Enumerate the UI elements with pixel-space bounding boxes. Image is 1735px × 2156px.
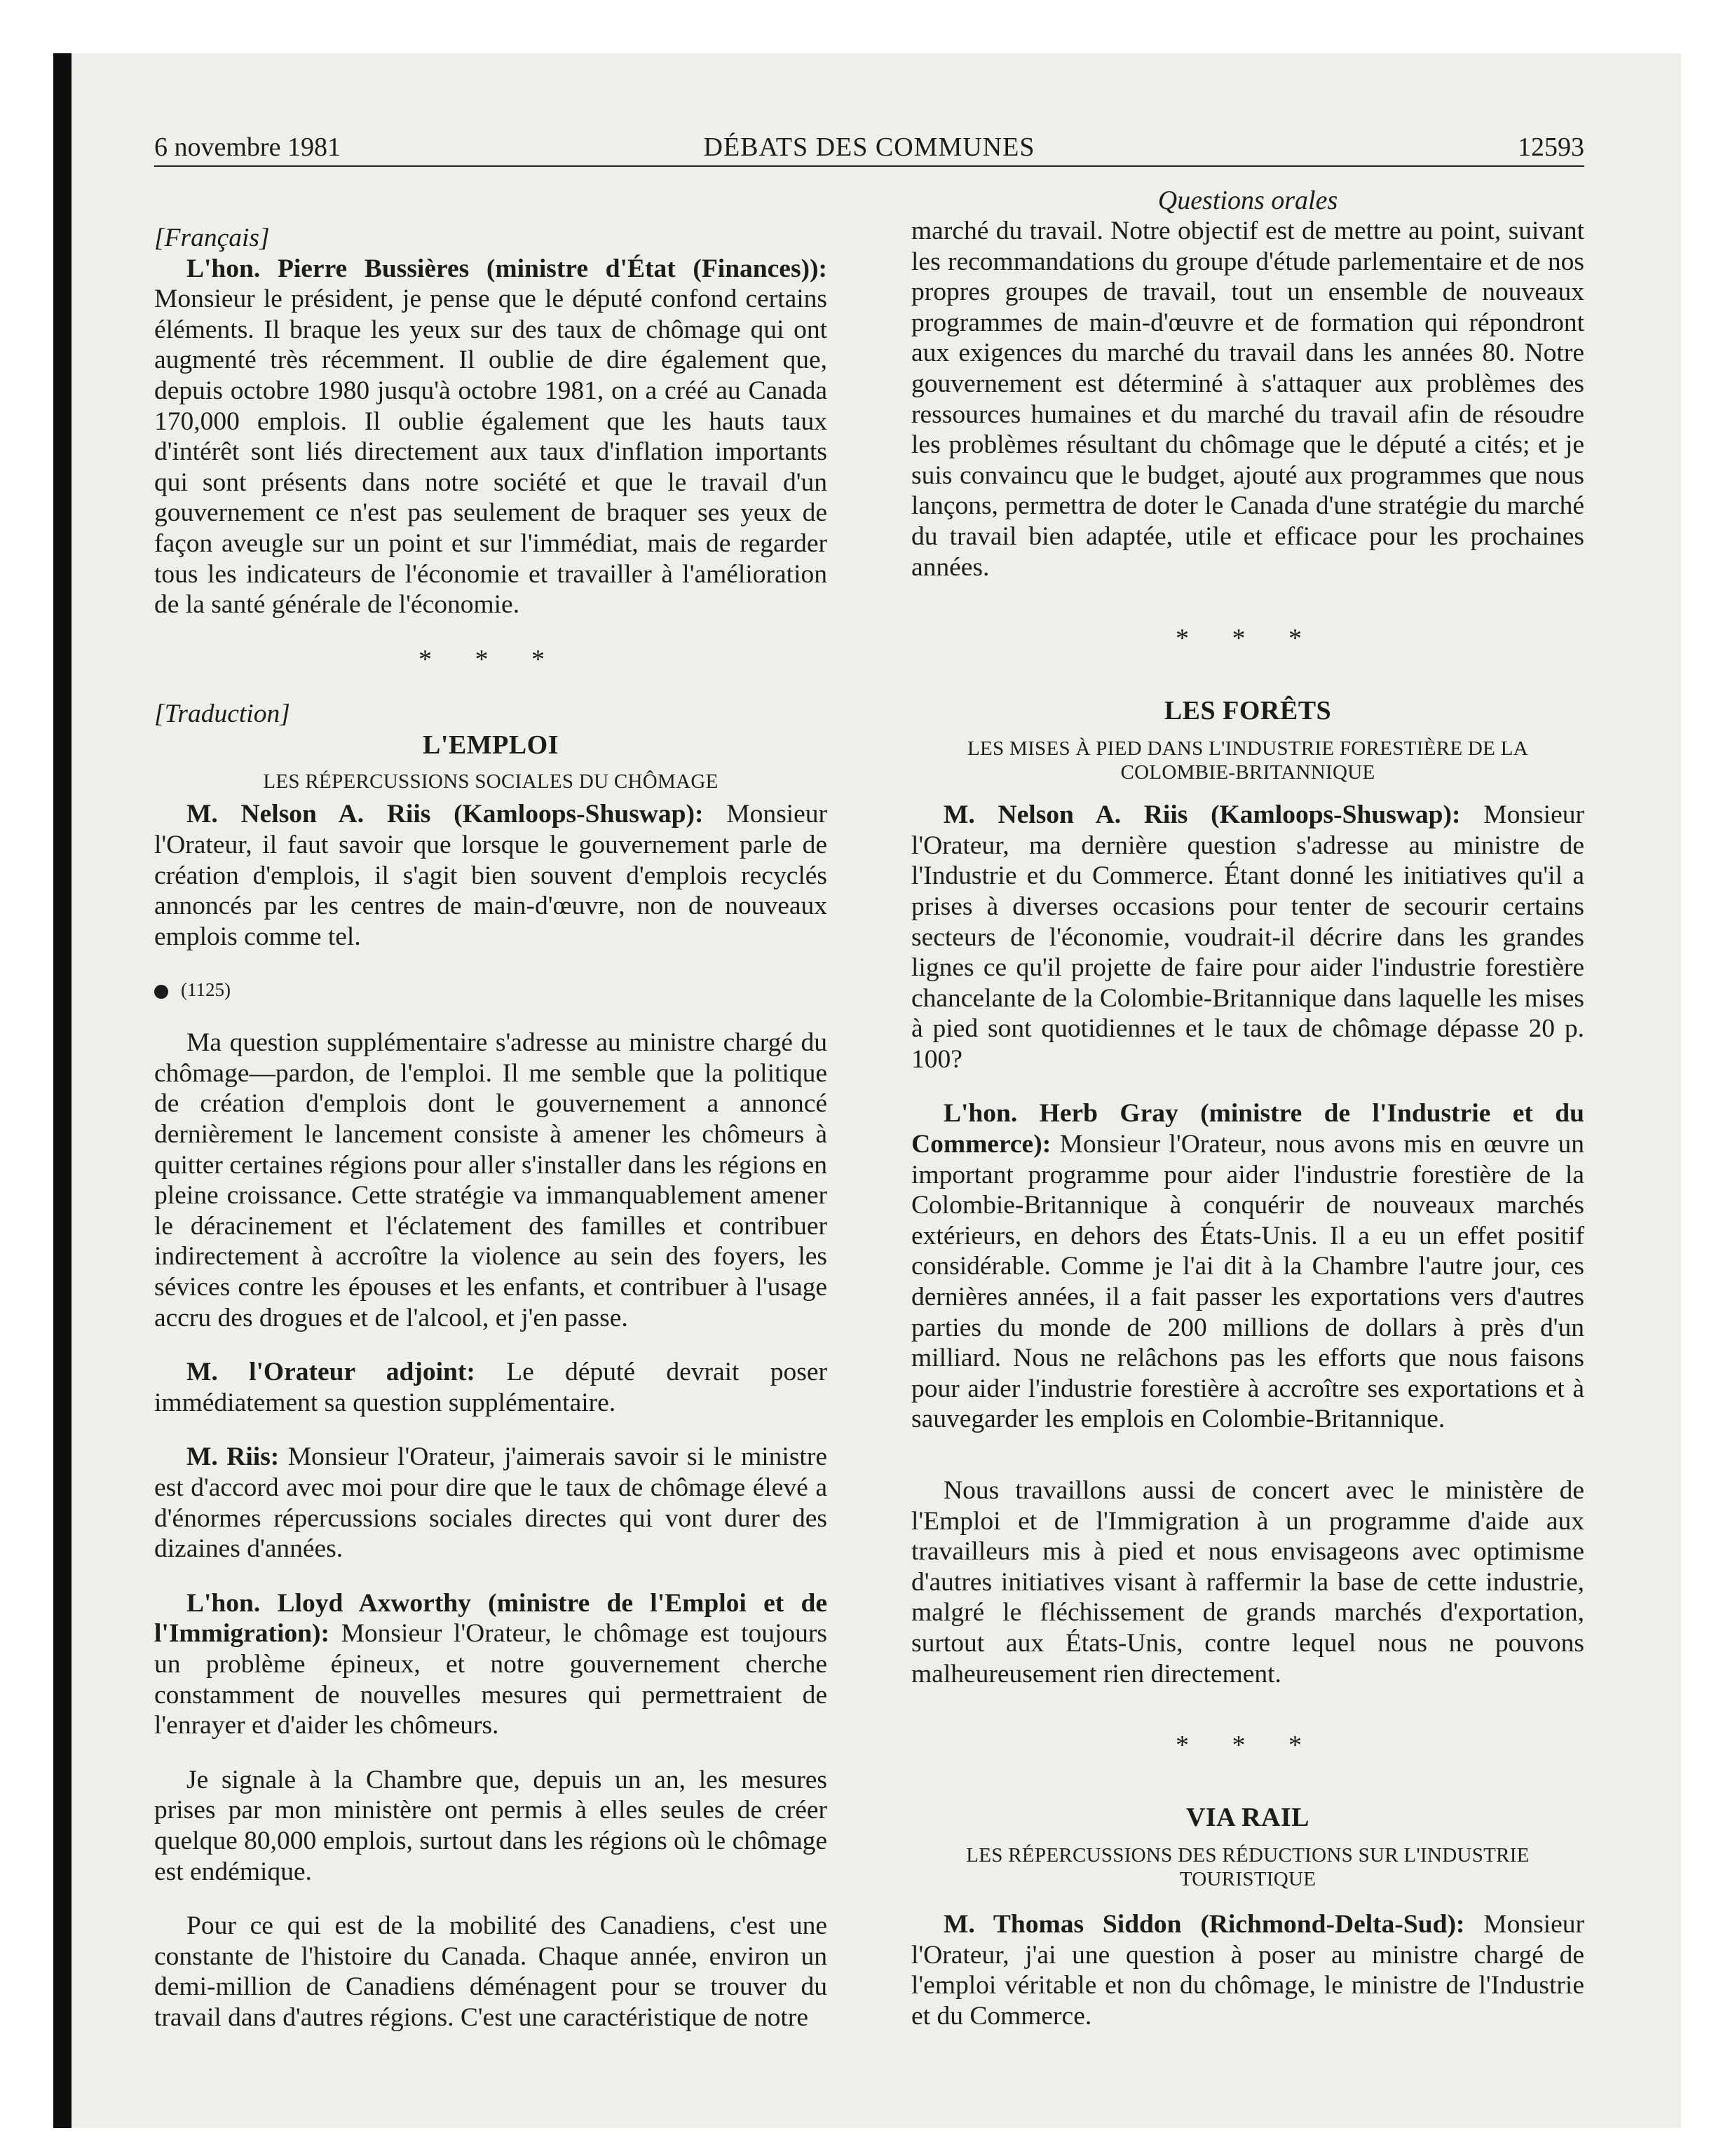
- language-marker: [Français]: [154, 224, 270, 252]
- section-separator: * * *: [1176, 624, 1320, 654]
- section-subtitle: LES RÉPERCUSSIONS DES RÉDUCTIONS SUR L'INDUSTRIE TOURISTIQUE: [966, 1844, 1530, 1891]
- speech-paragraph: Nous travaillons aussi de concert avec le ministère de l'Emploi et de l'Immigration à un programme d'aide aux travailleurs mis à pied et nous envisageons avec optimisme d'autres initiatives visant à raffermir la base de cette industrie, malgré le fléchissement de grands marchés d'exportation, surtout aux États-Unis, contre lequel nous ne pouvons malheureusement rien directement.: [911, 1476, 1584, 1688]
- running-head: Questions orales: [1157, 186, 1338, 215]
- section-title: LES FORÊTS: [1164, 696, 1332, 726]
- speaker-name: M. Thomas Siddon (Richmond-Delta-Sud):: [944, 1910, 1465, 1939]
- speech-text: Monsieur l'Orateur, le chômage est toujours un problème épineux, et notre gouvernement cherche constamment de nouvelles mesures qui permettraient de l'enrayer et d'aider les chômeurs.: [154, 1619, 827, 1740]
- speech-text: Le député devrait poser immédiatement sa question supplémentaire.: [154, 1358, 827, 1417]
- section-title: VIA RAIL: [1185, 1803, 1310, 1833]
- speech-paragraph: marché du travail. Notre objectif est de mettre au point, suivant les recommandations du groupe d'étude parlementaire et de nos propres groupes de travail, tout un ensemble de nouveaux programmes de main-d'œuvre et de formation qui répondront aux exigences du marché du travail dans les années 80. Notre gouvernement est déterminé à s'attaquer aux problèmes des ressources humaines et du marché du travail afin de résoudre les problèmes résultant du chômage que le député a cités; et je suis convaincu que le budget, ajouté aux programmes que nous lançons, permettra de doter le Canada d'une stratégie du marché du travail bien adaptée, utile et efficace pour les prochaines années.: [911, 217, 1584, 582]
- speaker-name: L'hon. Pierre Bussières (ministre d'État (Finances)):: [186, 254, 827, 283]
- header-title: DÉBATS DES COMMUNES: [703, 132, 1035, 162]
- speech-paragraph: [911, 800, 1584, 1074]
- scan-edge-bar: [53, 53, 72, 2128]
- speaker-name: L'hon. Lloyd Axworthy (ministre de l'Emploi et de l'Immigration):: [154, 1588, 827, 1649]
- left-column: [154, 181, 827, 2033]
- speech-paragraph: Je signale à la Chambre que, depuis un an, les mesures prises par mon ministère ont permis à elles seules de créer quelque 80,000 emplois, surtout dans les régions où le chômage est endémique.: [154, 1765, 827, 1886]
- speaker-name: M. Riis:: [186, 1442, 280, 1472]
- speech-text: Monsieur l'Orateur, il faut savoir que lorsque le gouvernement parle de création d'emplois, il s'agit bien souvent d'emplois recyclés annoncés par les centres de main-d'œuvre, non de nouveaux emplois comme tel.: [154, 800, 827, 951]
- speaker-name: M. l'Orateur adjoint:: [186, 1358, 475, 1387]
- section-title: L'EMPLOI: [422, 730, 559, 760]
- page-header: [154, 132, 1584, 165]
- speech-text: Monsieur l'Orateur, nous avons mis en œuvre un important programme pour aider l'industrie forestière de la Colombie-Britannique à conquérir de nouveaux marchés extérieurs, en dehors des États-Unis. Il a eu un effet positif considérable. Comme je l'ai dit à la Chambre l'autre jour, ces dernières années, il a fait passer les exportations vers d'autres parties du monde de 200 millions de dollars à près d'un milliard. Nous ne relâchons pas les efforts que nous faisons pour aider l'industrie forestière à accroître ses exportations et à sauvegarder les emplois en Colombie-Britannique.: [911, 1130, 1585, 1434]
- speech-paragraph: [911, 1909, 1584, 2031]
- speaker-name: L'hon. Herb Gray (ministre de l'Industrie et du Commerce):: [911, 1099, 1584, 1159]
- speech-paragraph: [154, 1357, 827, 1418]
- speech-paragraph: Pour ce qui est de la mobilité des Canadiens, c'est une constante de l'histoire du Canada. Chaque année, environ un demi-million de Canadiens déménagent pour se trouver du travail dans d'autres régions. C'est une caractéristique de notre: [154, 1911, 827, 2032]
- speech-paragraph: [154, 1442, 827, 1564]
- speech-paragraph: [154, 799, 827, 952]
- speech-paragraph: [911, 1098, 1584, 1435]
- speech-paragraph: Ma question supplémentaire s'adresse au ministre chargé du chômage—pardon, de l'emploi. Il me semble que la politique de création d'emplois dont le gouvernement a annoncé dernièrement le lancement consiste à amener les chômeurs à quitter certaines régions pour aller s'installer dans les régions en pleine croissance. Cette stratégie va immanquablement amener le déracinement et l'éclatement des familles et contribuer indirectement à accroître la violence au sein des foyers, les sévices contre les épouses et les enfants, et contribuer à l'usage accru des drogues et de l'alcool, et j'en passe.: [154, 1028, 827, 1332]
- time-marker: [154, 976, 827, 1004]
- time-marker-text: (1125): [181, 979, 231, 1001]
- language-marker: [Traduction]: [154, 699, 290, 728]
- section-separator: * * *: [1176, 1731, 1320, 1761]
- section-subtitle: LES RÉPERCUSSIONS SOCIALES DU CHÔMAGE: [263, 770, 719, 793]
- header-page-number: 12593: [1518, 132, 1584, 162]
- header-date: 6 novembre 1981: [154, 132, 341, 162]
- section-separator: * * *: [419, 644, 563, 674]
- speech-paragraph: [154, 1588, 827, 1741]
- bullet-icon: [154, 985, 168, 999]
- header-rule: [154, 165, 1584, 167]
- right-column: [911, 181, 1584, 2032]
- speech-text: Monsieur l'Orateur, j'ai une question à poser au ministre chargé de l'emploi véritable et non du chômage, le ministre de l'Industrie et du Commerce.: [911, 1910, 1584, 2031]
- speaker-name: M. Nelson A. Riis (Kamloops-Shuswap):: [186, 800, 704, 829]
- speaker-name: M. Nelson A. Riis (Kamloops-Shuswap):: [944, 800, 1461, 830]
- speech-paragraph: [154, 254, 827, 620]
- section-subtitle: LES MISES À PIED DANS L'INDUSTRIE FORESTIÈRE DE LA COLOMBIE-BRITANNIQUE: [967, 737, 1528, 784]
- speech-text: Monsieur l'Orateur, ma dernière question s'adresse au ministre de l'Industrie et du Commerce. Étant donné les initiatives qu'il a prises à diverses occasions pour tenter de secourir certains secteurs de l'économie, voudrait-il décrire dans les grandes lignes ce qu'il projette de faire pour aider l'industrie forestière chancelante de la Colombie-Britannique dans laquelle les mises à pied sont quotidiennes et le taux de chômage dépasse 20 p. 100?: [911, 800, 1584, 1074]
- speech-text: Monsieur le président, je pense que le député confond certains éléments. Il braque les yeux sur des taux de chômage qui ont augmenté très récemment. Il oublie de dire également que, depuis octobre 1980 jusqu'à octobre 1981, on a créé au Canada 170,000 emplois. Il oublie également que les hauts taux d'intérêt sont liés directement aux taux d'inflation importants qui sont présents dans notre société et que le travail d'un gouvernement ce n'est pas seulement de braquer ses yeux de façon aveugle sur un point et sur l'immédiat, mais de regarder tous les indicateurs de l'économie et travailler à l'amélioration de la santé générale de l'économie.: [154, 285, 827, 620]
- speech-text: Monsieur l'Orateur, j'aimerais savoir si le ministre est d'accord avec moi pour dire que le taux de chômage élevé a d'énormes répercussions sociales directes qui vont durer des dizaines d'années.: [154, 1442, 827, 1564]
